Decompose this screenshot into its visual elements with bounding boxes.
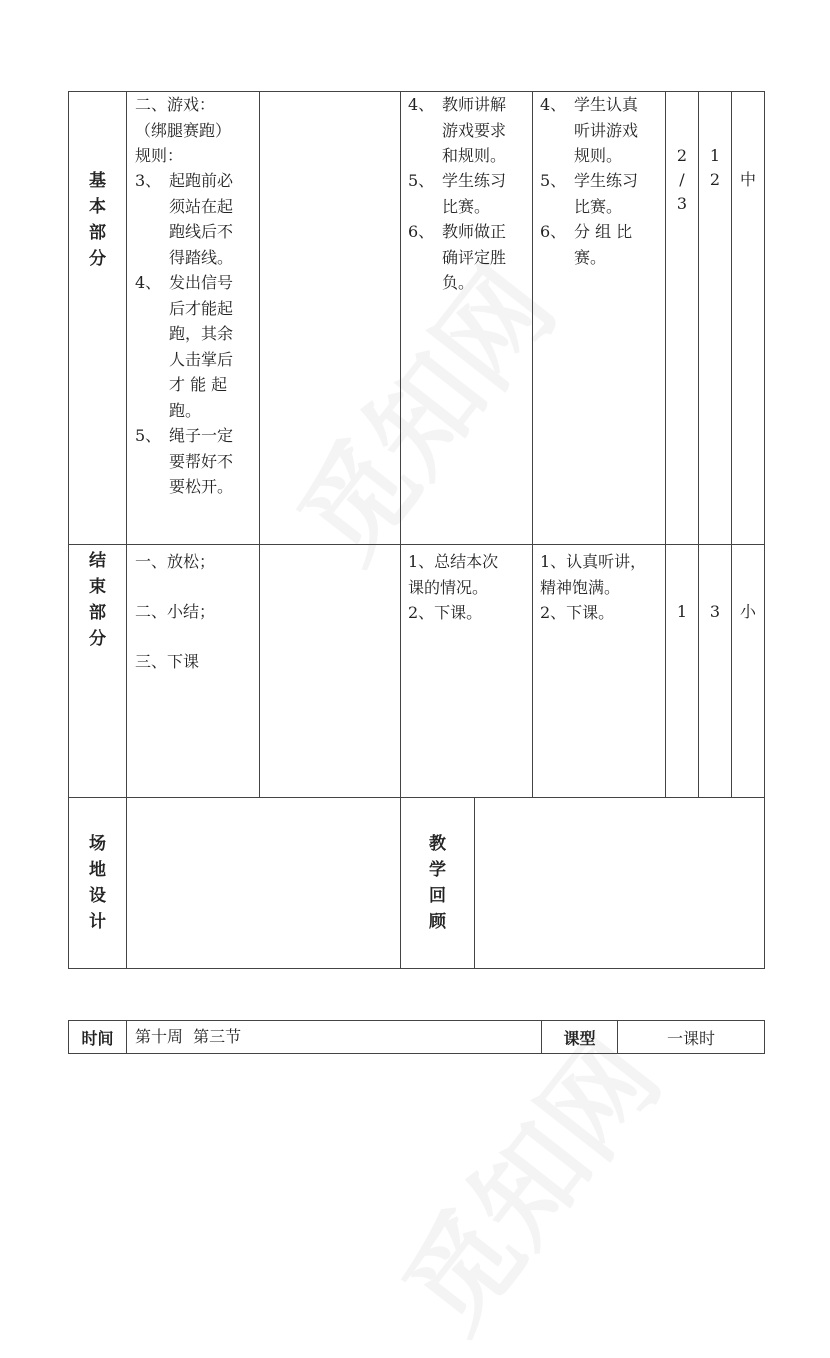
venue-design-label: 场 地 设 计: [89, 834, 106, 932]
rule-number: 4、: [135, 273, 162, 292]
basic-intensity: 中: [739, 170, 756, 189]
basic-time: 2 / 3: [676, 146, 688, 213]
item-number: 5、: [408, 171, 435, 190]
end-student: 1、认真听讲， 精神饱满。 2、下课。: [540, 552, 647, 622]
rule-text: 起跑前必 须站在起 跑线后不 得踏线。: [169, 171, 234, 267]
basic-section-label: 基 本 部 分: [89, 171, 106, 269]
item-number: 6、: [408, 222, 435, 241]
end-count: 3: [709, 602, 721, 621]
end-content-3: 三、下课: [135, 652, 200, 671]
item-text: 学生认真 听讲游戏 规则。: [574, 95, 639, 165]
end-section-label: 结 束 部 分: [89, 551, 106, 649]
end-teacher: 1、总结本次 课的情况。 2、下课。: [408, 552, 499, 622]
item-number: 4、: [540, 95, 567, 114]
time-label: 时间: [81, 1028, 114, 1048]
end-intensity: 小: [739, 602, 756, 621]
end-content-2: 二、小结；: [135, 602, 216, 621]
item-text: 学生练习 比赛。: [442, 171, 507, 216]
basic-content-intro: 二、游戏： （绑腿赛跑） 规则：: [135, 95, 232, 165]
rule-text: 绳子一定 要帮好不 要松开。: [169, 426, 234, 496]
class-type-value: 一课时: [666, 1028, 715, 1048]
item-text: 分 组 比 赛。: [574, 222, 633, 267]
item-number: 6、: [540, 222, 567, 241]
venue-design-area: [127, 798, 400, 968]
teaching-review-area: [475, 798, 764, 968]
watermark-text: [256, 230, 584, 587]
end-time: 1: [676, 602, 688, 621]
teaching-review-label: 教 学 回 顾: [429, 834, 446, 932]
rule-text: 发出信号 后才能起 跑，其余 人击掌后 才 能 起 跑。: [169, 273, 234, 420]
rule-number: 3、: [135, 171, 162, 190]
class-type-label: 课型: [563, 1028, 596, 1048]
basic-count: 1 2: [709, 146, 721, 189]
end-content-1: 一、放松；: [135, 552, 216, 571]
item-text: 教师讲解 游戏要求 和规则。: [442, 95, 507, 165]
item-text: 学生练习 比赛。: [574, 171, 639, 216]
item-number: 4、: [408, 95, 435, 114]
time-value: 第十周 第三节: [135, 1027, 242, 1046]
item-number: 5、: [540, 171, 567, 190]
item-text: 教师做正 确评定胜 负。: [442, 222, 507, 292]
rule-number: 5、: [135, 426, 162, 445]
